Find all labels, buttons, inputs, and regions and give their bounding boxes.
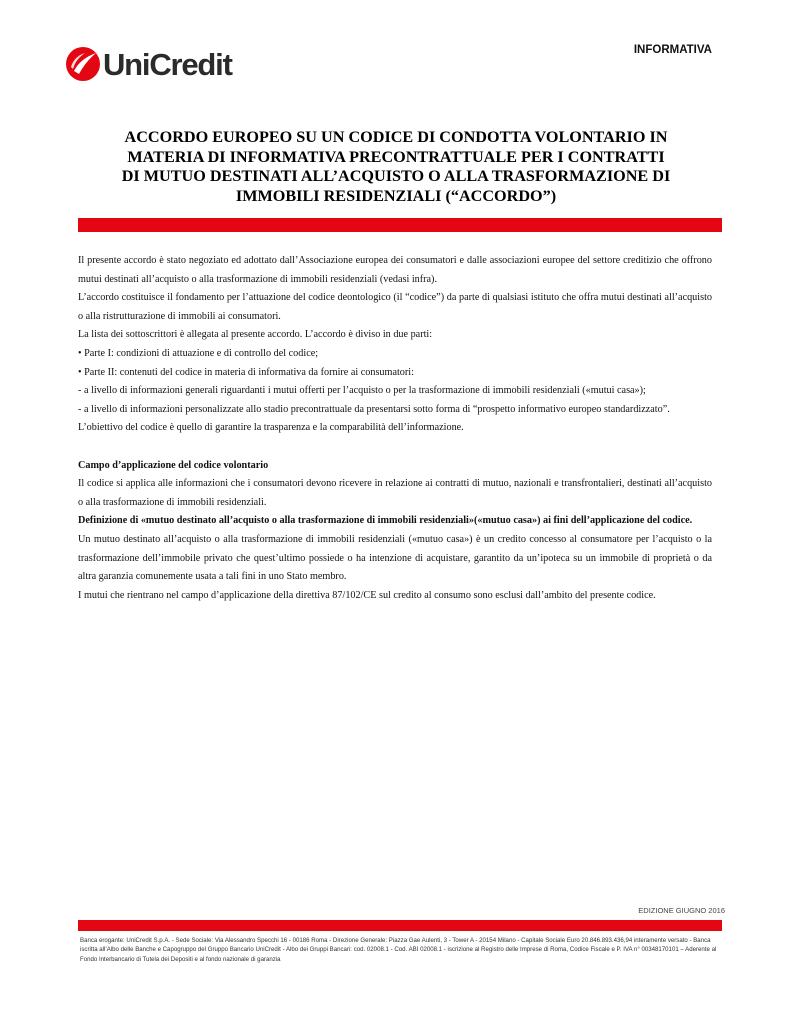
footer-divider-bar bbox=[78, 920, 722, 931]
title-line: ACCORDO EUROPEO SU UN CODICE DI CONDOTTA VOLONTARIO IN bbox=[124, 128, 668, 146]
document-body bbox=[78, 252, 712, 605]
list-item-part-1: • Parte I: condizioni di attuazione e di controllo del codice; bbox=[78, 347, 319, 359]
title-line: DI MUTUO DESTINATI ALL’ACQUISTO O ALLA TRASFORMAZIONE DI bbox=[121, 167, 671, 185]
spacer bbox=[78, 438, 712, 457]
paragraph-signatories: La lista dei sottoscrittori è allegata al presente accordo. L’accordo è diviso in due parti: bbox=[78, 329, 433, 341]
edition-label: EDIZIONE GIUGNO 2016 bbox=[638, 906, 725, 915]
paragraph-objective: L’obiettivo del codice è quello di garantire la trasparenza e la comparabilità dell’informazione. bbox=[78, 422, 464, 434]
legal-footer bbox=[80, 936, 728, 964]
document-type-label: INFORMATIVA bbox=[633, 44, 712, 56]
list-item-general-info: - a livello di informazioni generali riguardanti i mutui offerti per l’acquisto o per la trasformazione di immobili residenziali («mutui casa»); bbox=[78, 385, 646, 397]
paragraph-scope: Il codice si applica alle informazioni che i consumatori devono ricevere in relazione ai contratti di mutuo, nazionali e transfrontalieri, destinati all’acquisto o alla trasformazione di immobili residenziali. bbox=[78, 478, 712, 508]
document-title bbox=[80, 128, 712, 206]
paragraph-foundation: L’accordo costituisce il fondamento per l’attuazione del codice deontologico (il “codice”) da parte di qualsiasi istituto che offra mutui destinati all’acquisto o alla ristrutturazione di immobili ai consumatori. bbox=[78, 292, 712, 322]
list-item-part-2: • Parte II: contenuti del codice in materia di informativa da fornire ai consumatori: bbox=[78, 366, 414, 378]
footer-line: iscritta all’Albo delle Banche e Capogruppo del Gruppo Bancario UniCredit - Albo dei Gruppi Bancari: cod. 02008.1 - Cod. ABI 02008.1 - iscrizione al Registro delle Imprese di Roma, Codice Fiscale e P. IVA n° 00348170101 – Aderente al bbox=[80, 946, 717, 954]
footer-line: Fondo Interbancario di Tutela dei Depositi e al fondo nazionale di garanzia bbox=[80, 955, 281, 963]
title-divider-bar bbox=[78, 218, 722, 232]
title-line: IMMOBILI RESIDENZIALI (“ACCORDO”) bbox=[235, 186, 557, 205]
paragraph-intro: Il presente accordo è stato negoziato ed adottato dall’Associazione europea dei consumatori e dalle associazioni europee del settore creditizio che offrono mutui destinati all’acquisto o alla trasformazione di immobili residenziali (vedasi infra). bbox=[78, 255, 712, 285]
title-line: MATERIA DI INFORMATIVA PRECONTRATTUALE PER I CONTRATTI bbox=[127, 147, 665, 166]
unicredit-logo-icon bbox=[65, 46, 101, 82]
footer-line: Banca erogante: UniCredit S.p.A. - Sede Sociale: Via Alessandro Specchi 16 - 00186 Roma - Direzione Generale: Piazza Gae Aulenti, 3 - Tower A - 20154 Milano - Capitale Sociale Euro 20.846.893.436,94 interamente versato - Banca bbox=[80, 937, 711, 944]
paragraph-exclusion: I mutui che rientrano nel campo d’applicazione della direttiva 87/102/CE sul credito al consumo sono esclusi dall’ambito del presente codice. bbox=[78, 589, 656, 601]
unicredit-logo bbox=[65, 44, 232, 84]
paragraph-definition: Un mutuo destinato all’acquisto o alla trasformazione di immobili residenziali («mutuo casa») è un credito concesso al consumatore per l’acquisto o la trasformazione dell’immobile privato che quest’ultimo possiede o ha intenzione di acquistare, garantito da un’ipoteca su un immobile di proprietà o da altra garanzia comunemente usata a tali fini in uno Stato membro. bbox=[78, 533, 712, 583]
list-item-personalised-info: - a livello di informazioni personalizzate allo stadio precontrattuale da presentarsi sotto forma di “prospetto informativo europeo standardizzato”. bbox=[78, 403, 670, 415]
logo-text: UniCredit bbox=[103, 46, 232, 82]
section-heading-scope: Campo d’applicazione del codice volontario bbox=[78, 459, 269, 471]
section-heading-definition: Definizione di «mutuo destinato all’acquisto o alla trasformazione di immobili residenziali»(«mutuo casa») ai fini dell’applicazione del codice. bbox=[78, 515, 693, 527]
